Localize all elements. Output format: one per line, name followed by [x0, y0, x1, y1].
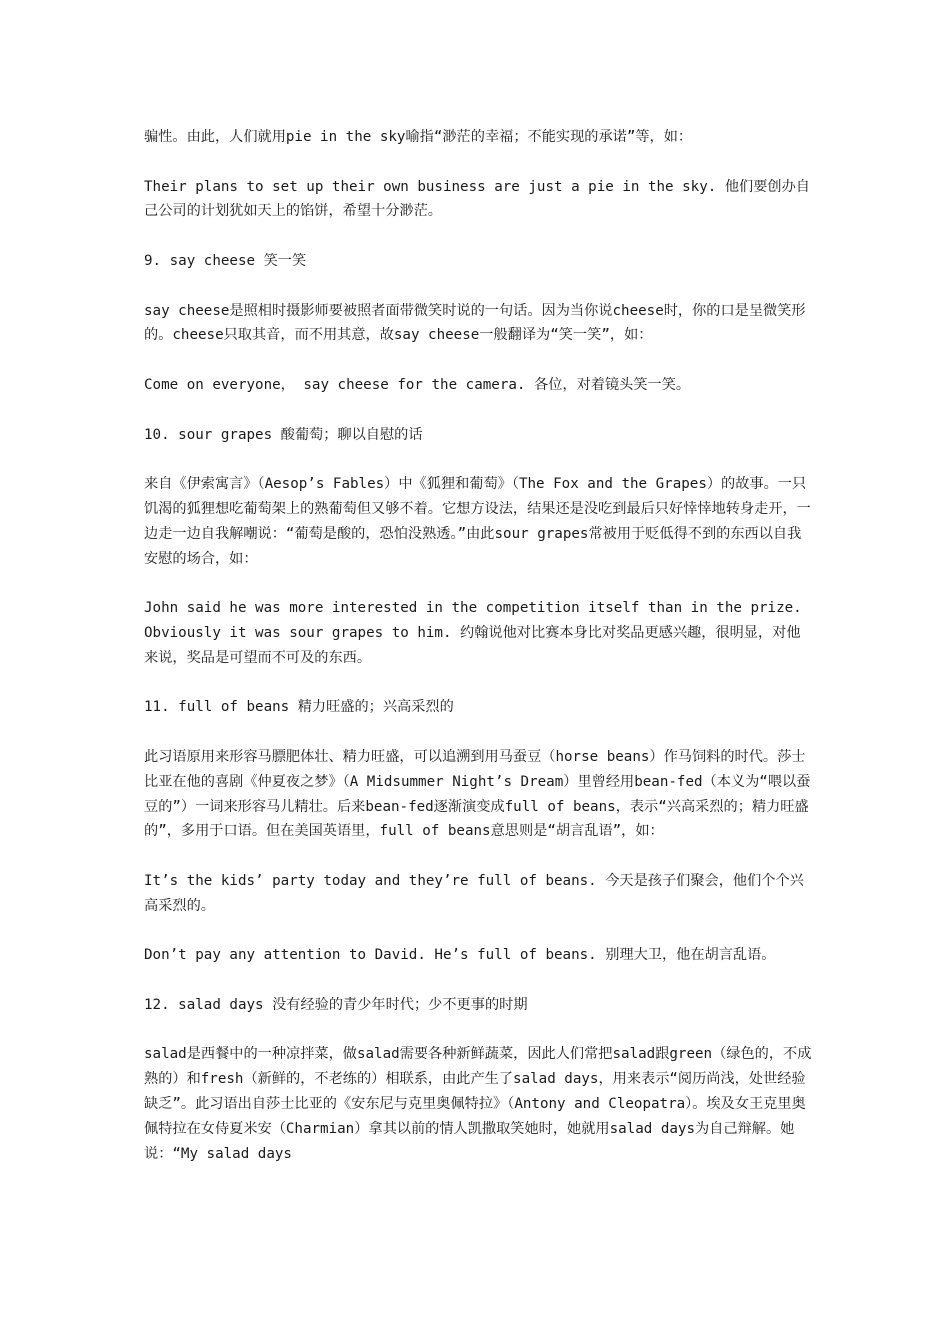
paragraph-full-of-beans: 此习语原用来形容马膘肥体壮、精力旺盛，可以追溯到用马蚕豆（horse beans）作马饲料的时代。莎士比亚在他的喜剧《仲夏夜之梦》（A Midsummer Night’s Dream）里曾经用bean-fed（本义为“喂以蚕豆的”）一词来形容马儿精壮。后来bean-fed逐渐演变成full of beans，表示“兴高采烈的；精力旺盛的”，多用于口语。但在美国英语里，full of beans意思则是“胡言乱语”，如： [144, 748, 811, 840]
example-pie-in-the-sky: Their plans to set up their own business are just a pie in the sky. 他们要创办自己公司的计划犹如天上的馅饼，希望十分渺茫。 [144, 178, 810, 220]
paragraph-pie-in-the-sky-end: 骗性。由此，人们就用pie in the sky喻指“渺茫的幸福；不能实现的承诺”等，如： [144, 129, 693, 145]
heading-say-cheese: 9. say cheese 笑一笑 [144, 252, 307, 269]
example-full-of-beans-1: It’s the kids’ party today and they’re full of beans. 今天是孩子们聚会，他们个个兴高采烈的。 [144, 872, 804, 914]
paragraph-say-cheese: say cheese是照相时摄影师要被照者面带微笑时说的一句话。因为当你说cheese时，你的口是呈微笑形的。cheese只取其音，而不用其意，故say cheese一般翻译为“笑一笑”，如： [144, 302, 806, 344]
example-say-cheese: Come on everyone， say cheese for the camera. 各位，对着镜头笑一笑。 [144, 376, 691, 393]
heading-sour-grapes: 10. sour grapes 酸葡萄；聊以自慰的话 [144, 426, 423, 443]
document-body [144, 125, 814, 1191]
heading-salad-days: 12. salad days 没有经验的青少年时代；少不更事的时期 [144, 996, 528, 1013]
paragraph-salad-days: salad是西餐中的一种凉拌菜，做salad需要各种新鲜蔬菜，因此人们常把salad跟green（绿色的，不成熟的）和fresh（新鲜的，不老练的）相联系，由此产生了salad days，用来表示“阅历尚浅，处世经验缺乏”。此习语出自莎士比亚的《安东尼与克里奥佩特拉》（Antony and Cleopatra）。埃及女王克里奥佩特拉在女侍夏米安（Charmian）拿其以前的情人凯撒取笑她时，她就用salad days为自己辩解。她说：“My salad days [144, 1046, 812, 1162]
heading-full-of-beans: 11. full of beans 精力旺盛的；兴高采烈的 [144, 699, 454, 716]
paragraph-sour-grapes: 来自《伊索寓言》（Aesop’s Fables）中《狐狸和葡萄》（The Fox and the Grapes）的故事。一只饥渴的狐狸想吃葡萄架上的熟葡萄但又够不着。它想方设法，结果还是没吃到最后只好悻悻地转身走开，一边走一边自我解嘲说：“葡萄是酸的，恐怕没熟透。”由此sour grapes常被用于贬低得不到的东西以自我安慰的场合，如： [144, 476, 811, 567]
example-sour-grapes: John said he was more interested in the competition itself than in the prize. Obviously it was sour grapes to him. 约翰说他对比赛本身比对奖品更感兴趣，很明显，对他来说，奖品是可望而不可及的东西。 [144, 600, 811, 666]
example-full-of-beans-2: Don’t pay any attention to David. He’s full of beans. 别理大卫，他在胡言乱语。 [144, 947, 776, 964]
